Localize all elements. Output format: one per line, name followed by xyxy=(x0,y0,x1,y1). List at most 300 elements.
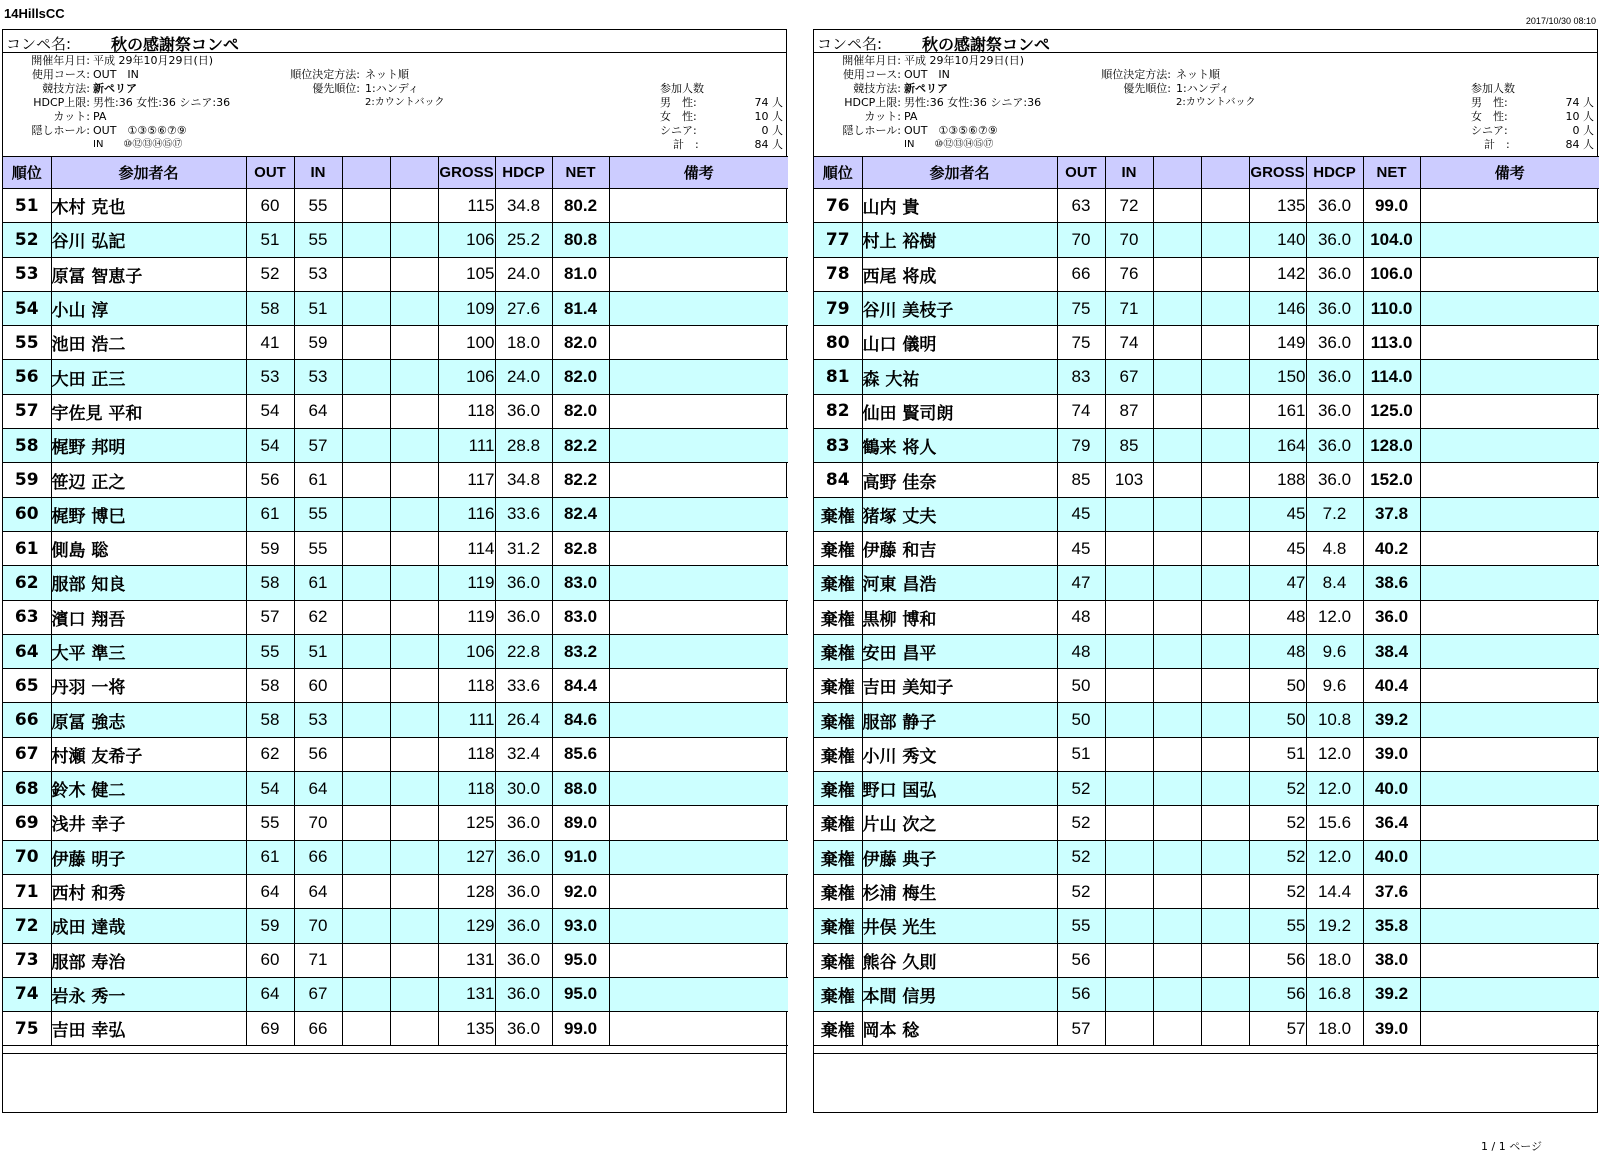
row-gross: 125 xyxy=(438,806,495,840)
row-name: 服部 寿治 xyxy=(51,943,246,977)
row-gross: 135 xyxy=(438,1012,495,1046)
row-rank: 棄権 xyxy=(814,669,862,703)
date-value: 平成 29年10月29日(日) xyxy=(904,54,1025,67)
row-out: 75 xyxy=(1057,326,1105,360)
hdcp-label: HDCP上限: xyxy=(844,96,901,109)
table-row xyxy=(814,634,1599,668)
row-out: 64 xyxy=(246,977,294,1011)
row-name: 井俣 光生 xyxy=(862,909,1057,943)
row-net: 104.0 xyxy=(1363,223,1420,257)
row-gross: 47 xyxy=(1249,566,1306,600)
row-remarks xyxy=(609,806,788,840)
table-row xyxy=(814,566,1599,600)
row-name: 伊藤 和吉 xyxy=(862,531,1057,565)
row-blank-1 xyxy=(1153,531,1201,565)
row-name: 岩永 秀一 xyxy=(51,977,246,1011)
row-rank: 棄権 xyxy=(814,943,862,977)
row-remarks xyxy=(609,394,788,428)
row-name: 岡本 稔 xyxy=(862,1012,1057,1046)
row-name: 伊藤 明子 xyxy=(51,840,246,874)
row-in: 55 xyxy=(294,531,342,565)
row-blank-2 xyxy=(1201,703,1249,737)
row-blank-2 xyxy=(1201,463,1249,497)
row-name: 小山 淳 xyxy=(51,291,246,325)
table-row xyxy=(814,600,1599,634)
row-out: 50 xyxy=(1057,703,1105,737)
row-in: 62 xyxy=(294,600,342,634)
row-name: 熊谷 久則 xyxy=(862,943,1057,977)
row-remarks xyxy=(1420,463,1599,497)
row-rank: 80 xyxy=(814,326,862,360)
course-value: OUT IN xyxy=(904,68,950,81)
row-hdcp: 36.0 xyxy=(1306,223,1363,257)
row-remarks xyxy=(1420,772,1599,806)
table-row xyxy=(3,669,788,703)
col-remarks: 備考 xyxy=(609,157,788,189)
row-gross: 150 xyxy=(1249,360,1306,394)
row-remarks xyxy=(609,874,788,908)
row-blank-1 xyxy=(342,566,390,600)
table-row xyxy=(3,874,788,908)
row-name: 河東 昌浩 xyxy=(862,566,1057,600)
row-hdcp: 14.4 xyxy=(1306,874,1363,908)
row-hdcp: 12.0 xyxy=(1306,737,1363,771)
row-rank: 84 xyxy=(814,463,862,497)
row-gross: 50 xyxy=(1249,669,1306,703)
row-hdcp: 36.0 xyxy=(1306,291,1363,325)
row-blank-2 xyxy=(390,189,438,223)
row-name: 浅井 幸子 xyxy=(51,806,246,840)
row-blank-1 xyxy=(1153,772,1201,806)
row-in xyxy=(1105,497,1153,531)
participants-label: 参加人数 xyxy=(1471,82,1515,95)
priority-2: 2:カウントバック xyxy=(1176,97,1256,108)
row-in: 55 xyxy=(294,189,342,223)
row-rank: 52 xyxy=(3,223,51,257)
table-row xyxy=(3,737,788,771)
row-hdcp: 4.8 xyxy=(1306,531,1363,565)
row-gross: 164 xyxy=(1249,429,1306,463)
total-count: 84 人 xyxy=(754,138,783,151)
col-gross: GROSS xyxy=(1249,157,1306,189)
row-name: 服部 知良 xyxy=(51,566,246,600)
table-bottom-border xyxy=(814,1053,1597,1054)
table-row xyxy=(814,223,1599,257)
row-remarks xyxy=(1420,1012,1599,1046)
row-net: 36.4 xyxy=(1363,806,1420,840)
table-row xyxy=(814,806,1599,840)
hidden-holes-label: 隠しホール: xyxy=(842,124,901,137)
row-hdcp: 18.0 xyxy=(1306,1012,1363,1046)
row-name: 服部 静子 xyxy=(862,703,1057,737)
row-net: 37.6 xyxy=(1363,874,1420,908)
date-value: 平成 29年10月29日(日) xyxy=(93,54,214,67)
hidden-holes-in: IN ⑩⑫⑬⑭⑮⑰ xyxy=(93,139,183,150)
row-rank: 棄権 xyxy=(814,600,862,634)
table-row xyxy=(3,429,788,463)
row-in: 61 xyxy=(294,566,342,600)
row-remarks xyxy=(1420,531,1599,565)
row-rank: 76 xyxy=(814,189,862,223)
row-name: 成田 達哉 xyxy=(51,909,246,943)
row-name: 谷川 美枝子 xyxy=(862,291,1057,325)
row-gross: 118 xyxy=(438,394,495,428)
row-remarks xyxy=(609,909,788,943)
total-label: 計 : xyxy=(673,138,699,151)
table-row xyxy=(814,1012,1599,1046)
row-net: 85.6 xyxy=(552,737,609,771)
table-row xyxy=(3,600,788,634)
row-name: 笹辺 正之 xyxy=(51,463,246,497)
row-name: 宇佐見 平和 xyxy=(51,394,246,428)
row-out: 60 xyxy=(246,189,294,223)
row-remarks xyxy=(1420,600,1599,634)
row-rank: 68 xyxy=(3,772,51,806)
row-blank-2 xyxy=(390,394,438,428)
row-rank: 51 xyxy=(3,189,51,223)
row-blank-2 xyxy=(390,669,438,703)
row-rank: 66 xyxy=(3,703,51,737)
row-remarks xyxy=(1420,977,1599,1011)
row-in xyxy=(1105,840,1153,874)
row-gross: 48 xyxy=(1249,634,1306,668)
row-hdcp: 36.0 xyxy=(1306,257,1363,291)
row-blank-2 xyxy=(1201,840,1249,874)
row-name: 吉田 美知子 xyxy=(862,669,1057,703)
table-row xyxy=(814,257,1599,291)
row-remarks xyxy=(609,257,788,291)
row-remarks xyxy=(1420,394,1599,428)
table-row xyxy=(814,943,1599,977)
row-blank-1 xyxy=(1153,977,1201,1011)
row-rank: 棄権 xyxy=(814,977,862,1011)
table-row xyxy=(3,463,788,497)
method-value: 新ペリア xyxy=(904,82,948,95)
results-table xyxy=(814,156,1599,1046)
row-out: 45 xyxy=(1057,497,1105,531)
row-net: 128.0 xyxy=(1363,429,1420,463)
total-label: 計 : xyxy=(1484,138,1510,151)
row-net: 40.0 xyxy=(1363,840,1420,874)
row-in: 66 xyxy=(294,840,342,874)
row-in: 70 xyxy=(1105,223,1153,257)
row-out: 51 xyxy=(1057,737,1105,771)
row-rank: 棄権 xyxy=(814,874,862,908)
row-name: 山内 貴 xyxy=(862,189,1057,223)
row-remarks xyxy=(1420,737,1599,771)
row-in: 56 xyxy=(294,737,342,771)
row-in: 103 xyxy=(1105,463,1153,497)
row-gross: 127 xyxy=(438,840,495,874)
row-gross: 119 xyxy=(438,600,495,634)
results-panel-left xyxy=(2,29,787,1113)
row-rank: 64 xyxy=(3,634,51,668)
row-gross: 131 xyxy=(438,943,495,977)
row-remarks xyxy=(609,326,788,360)
row-rank: 71 xyxy=(3,874,51,908)
table-header-row xyxy=(3,157,788,189)
row-blank-1 xyxy=(342,737,390,771)
row-blank-2 xyxy=(390,977,438,1011)
row-out: 47 xyxy=(1057,566,1105,600)
row-rank: 棄権 xyxy=(814,840,862,874)
row-hdcp: 36.0 xyxy=(1306,463,1363,497)
row-gross: 111 xyxy=(438,429,495,463)
row-rank: 棄権 xyxy=(814,1012,862,1046)
row-name: 小川 秀文 xyxy=(862,737,1057,771)
row-blank-2 xyxy=(1201,772,1249,806)
row-net: 38.6 xyxy=(1363,566,1420,600)
row-net: 81.4 xyxy=(552,291,609,325)
row-in xyxy=(1105,806,1153,840)
row-hdcp: 36.0 xyxy=(495,600,552,634)
row-blank-2 xyxy=(390,497,438,531)
row-gross: 57 xyxy=(1249,1012,1306,1046)
row-blank-1 xyxy=(342,977,390,1011)
row-in xyxy=(1105,737,1153,771)
row-remarks xyxy=(609,429,788,463)
row-rank: 棄権 xyxy=(814,531,862,565)
row-gross: 116 xyxy=(438,497,495,531)
row-hdcp: 8.4 xyxy=(1306,566,1363,600)
table-row xyxy=(814,189,1599,223)
row-out: 53 xyxy=(246,360,294,394)
row-remarks xyxy=(609,840,788,874)
row-gross: 142 xyxy=(1249,257,1306,291)
row-net: 82.2 xyxy=(552,463,609,497)
row-remarks xyxy=(609,189,788,223)
row-hdcp: 24.0 xyxy=(495,360,552,394)
row-blank-1 xyxy=(342,703,390,737)
row-gross: 146 xyxy=(1249,291,1306,325)
row-hdcp: 36.0 xyxy=(1306,189,1363,223)
row-hdcp: 36.0 xyxy=(1306,394,1363,428)
total-count: 84 人 xyxy=(1565,138,1594,151)
row-blank-2 xyxy=(1201,737,1249,771)
female-count: 10 人 xyxy=(754,110,783,123)
row-in: 53 xyxy=(294,360,342,394)
row-hdcp: 36.0 xyxy=(495,909,552,943)
male-count: 74 人 xyxy=(1565,96,1594,109)
row-in xyxy=(1105,600,1153,634)
table-row xyxy=(814,772,1599,806)
row-hdcp: 12.0 xyxy=(1306,772,1363,806)
row-rank: 53 xyxy=(3,257,51,291)
row-out: 64 xyxy=(246,874,294,908)
row-in: 51 xyxy=(294,634,342,668)
row-in: 67 xyxy=(1105,360,1153,394)
table-row xyxy=(3,566,788,600)
row-remarks xyxy=(1420,291,1599,325)
row-rank: 82 xyxy=(814,394,862,428)
row-out: 52 xyxy=(246,257,294,291)
row-rank: 65 xyxy=(3,669,51,703)
row-in: 64 xyxy=(294,874,342,908)
row-net: 125.0 xyxy=(1363,394,1420,428)
senior-label: シニア: xyxy=(1471,124,1508,137)
row-name: 片山 次之 xyxy=(862,806,1057,840)
course-label: 使用コース: xyxy=(842,68,901,81)
hdcp-value: 男性:36 女性:36 シニア:36 xyxy=(93,96,231,109)
senior-count: 0 人 xyxy=(1572,124,1594,137)
row-gross: 106 xyxy=(438,634,495,668)
row-blank-2 xyxy=(1201,360,1249,394)
row-rank: 61 xyxy=(3,531,51,565)
row-gross: 131 xyxy=(438,977,495,1011)
row-out: 58 xyxy=(246,566,294,600)
row-in: 70 xyxy=(294,909,342,943)
row-blank-2 xyxy=(1201,531,1249,565)
col-blank-2 xyxy=(390,157,438,189)
results-table xyxy=(3,156,788,1046)
results-panel-right xyxy=(813,29,1598,1113)
row-gross: 119 xyxy=(438,566,495,600)
row-rank: 56 xyxy=(3,360,51,394)
row-in xyxy=(1105,634,1153,668)
row-net: 36.0 xyxy=(1363,600,1420,634)
row-rank: 69 xyxy=(3,806,51,840)
priority-1: 1:ハンディ xyxy=(1176,82,1230,95)
hidden-holes-out: OUT ①③⑤⑥⑦⑨ xyxy=(93,124,187,137)
row-out: 61 xyxy=(246,497,294,531)
row-blank-2 xyxy=(390,772,438,806)
row-out: 58 xyxy=(246,703,294,737)
row-gross: 100 xyxy=(438,326,495,360)
table-row xyxy=(3,360,788,394)
row-hdcp: 36.0 xyxy=(495,1012,552,1046)
row-gross: 111 xyxy=(438,703,495,737)
row-hdcp: 28.8 xyxy=(495,429,552,463)
row-blank-2 xyxy=(1201,874,1249,908)
row-remarks xyxy=(1420,634,1599,668)
row-remarks xyxy=(609,772,788,806)
table-bottom-border xyxy=(3,1053,786,1054)
row-gross: 48 xyxy=(1249,600,1306,634)
row-out: 83 xyxy=(1057,360,1105,394)
row-out: 61 xyxy=(246,840,294,874)
row-name: 木村 克也 xyxy=(51,189,246,223)
male-count: 74 人 xyxy=(754,96,783,109)
row-name: 原冨 智恵子 xyxy=(51,257,246,291)
row-hdcp: 36.0 xyxy=(1306,429,1363,463)
row-out: 54 xyxy=(246,772,294,806)
row-gross: 188 xyxy=(1249,463,1306,497)
col-hdcp: HDCP xyxy=(1306,157,1363,189)
row-in xyxy=(1105,874,1153,908)
row-out: 56 xyxy=(1057,943,1105,977)
row-out: 52 xyxy=(1057,772,1105,806)
row-blank-2 xyxy=(390,634,438,668)
row-blank-2 xyxy=(1201,291,1249,325)
col-rank: 順位 xyxy=(3,157,51,189)
row-hdcp: 33.6 xyxy=(495,669,552,703)
row-blank-2 xyxy=(390,737,438,771)
row-out: 58 xyxy=(246,669,294,703)
row-gross: 109 xyxy=(438,291,495,325)
row-blank-2 xyxy=(390,531,438,565)
row-blank-1 xyxy=(1153,497,1201,531)
method-label: 競技方法: xyxy=(42,82,90,95)
row-in xyxy=(1105,977,1153,1011)
cut-value: PA xyxy=(93,110,107,123)
hidden-holes-label: 隠しホール: xyxy=(31,124,90,137)
row-gross: 135 xyxy=(1249,189,1306,223)
col-out: OUT xyxy=(246,157,294,189)
row-net: 84.4 xyxy=(552,669,609,703)
course-value: OUT IN xyxy=(93,68,139,81)
row-hdcp: 31.2 xyxy=(495,531,552,565)
row-name: 猪塚 丈夫 xyxy=(862,497,1057,531)
row-in: 74 xyxy=(1105,326,1153,360)
row-blank-1 xyxy=(342,772,390,806)
row-out: 54 xyxy=(246,429,294,463)
row-remarks xyxy=(609,634,788,668)
row-net: 40.4 xyxy=(1363,669,1420,703)
row-out: 52 xyxy=(1057,806,1105,840)
row-blank-2 xyxy=(390,806,438,840)
table-row xyxy=(3,497,788,531)
rank-method-label: 順位決定方法: xyxy=(290,68,360,81)
row-out: 56 xyxy=(1057,977,1105,1011)
row-blank-1 xyxy=(342,223,390,257)
row-remarks xyxy=(1420,669,1599,703)
table-row xyxy=(814,531,1599,565)
row-rank: 72 xyxy=(3,909,51,943)
course-label: 使用コース: xyxy=(31,68,90,81)
col-blank-2 xyxy=(1201,157,1249,189)
hidden-holes-in: IN ⑩⑫⑬⑭⑮⑰ xyxy=(904,139,994,150)
row-net: 113.0 xyxy=(1363,326,1420,360)
row-remarks xyxy=(609,531,788,565)
row-out: 69 xyxy=(246,1012,294,1046)
row-in xyxy=(1105,531,1153,565)
row-net: 89.0 xyxy=(552,806,609,840)
row-remarks xyxy=(609,223,788,257)
row-blank-2 xyxy=(390,463,438,497)
row-name: 梶野 博巳 xyxy=(51,497,246,531)
row-blank-2 xyxy=(1201,1012,1249,1046)
row-remarks xyxy=(1420,497,1599,531)
row-gross: 129 xyxy=(438,909,495,943)
row-hdcp: 36.0 xyxy=(495,566,552,600)
row-blank-2 xyxy=(390,1012,438,1046)
row-blank-2 xyxy=(390,291,438,325)
row-rank: 83 xyxy=(814,429,862,463)
row-gross: 106 xyxy=(438,223,495,257)
competition-title: 秋の感謝祭コンペ xyxy=(922,35,1051,54)
row-in: 55 xyxy=(294,497,342,531)
row-net: 82.0 xyxy=(552,394,609,428)
row-blank-1 xyxy=(342,943,390,977)
row-blank-2 xyxy=(1201,394,1249,428)
row-remarks xyxy=(609,1012,788,1046)
row-out: 56 xyxy=(246,463,294,497)
row-remarks xyxy=(609,703,788,737)
row-in: 60 xyxy=(294,669,342,703)
row-blank-2 xyxy=(1201,566,1249,600)
col-gross: GROSS xyxy=(438,157,495,189)
table-header-row xyxy=(814,157,1599,189)
row-out: 45 xyxy=(1057,531,1105,565)
row-remarks xyxy=(1420,566,1599,600)
table-row xyxy=(3,806,788,840)
row-blank-1 xyxy=(1153,566,1201,600)
row-name: 濱口 翔吾 xyxy=(51,600,246,634)
row-in: 64 xyxy=(294,394,342,428)
row-net: 40.0 xyxy=(1363,772,1420,806)
row-name: 吉田 幸弘 xyxy=(51,1012,246,1046)
row-remarks xyxy=(1420,429,1599,463)
